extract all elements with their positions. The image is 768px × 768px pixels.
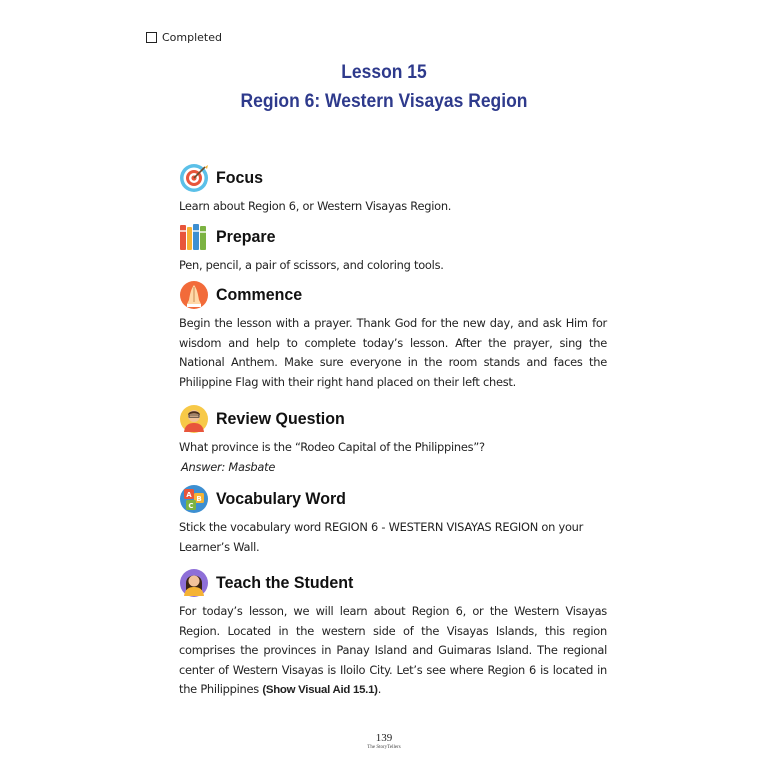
svg-text:A: A [186, 491, 192, 499]
teach-body [179, 602, 607, 701]
review-heading: Review Question [216, 409, 345, 428]
completed-checkbox-row[interactable] [146, 31, 222, 44]
publisher-brand: The StoryTellers [367, 745, 401, 750]
focus-text: Learn about Region 6, or Western Visayas Region. [179, 199, 452, 213]
svg-text:C: C [188, 502, 194, 510]
review-question: What province is the “Rodeo Capital of the Philippines”? [179, 440, 485, 454]
prepare-heading: Prepare [216, 227, 276, 246]
completed-checkbox[interactable] [146, 32, 157, 43]
teacher-avatar-icon [179, 568, 209, 598]
abc-blocks-icon [179, 484, 209, 514]
commence-section [179, 278, 607, 392]
prepare-section [179, 220, 607, 276]
vocabulary-text: Stick the vocabulary word REGION 6 - WESTERN VISAYAS REGION on your Learner’s Wall. [179, 520, 584, 554]
review-section [179, 402, 607, 477]
focus-heading: Focus [216, 168, 264, 187]
teach-text: For today’s lesson, we will learn about Region 6, or the Western Visayas Region. Located in the western side of the Visayas Islands, this region comprises the provinces in Panay Island and Guimaras Island. The regional center of Western Visayas is Iloilo City. Let’s see where Region 6 is located in the Philippines [179, 604, 607, 697]
vocabulary-heading: Vocabulary Word [216, 489, 346, 508]
review-body [179, 438, 607, 477]
lesson-title: Region 6: Western Visayas Region [240, 91, 528, 112]
student-avatar-icon [179, 404, 209, 434]
teach-text-end: . [377, 682, 382, 697]
commence-text: Begin the lesson with a prayer. Thank God for the new day, and ask Him for wisdom and help to complete today’s lesson. After the prayer, sing the National Anthem. Make sure everyone in the room stands and faces the Philippine Flag with their right hand placed on their left chest. [179, 316, 607, 389]
focus-section [179, 161, 607, 217]
lesson-number: Lesson 15 [341, 62, 427, 83]
vocabulary-section [179, 482, 607, 557]
visual-aid-reference: (Show Visual Aid 15.1) [262, 684, 378, 697]
completed-label: Completed [162, 31, 222, 44]
praying-hands-icon [179, 280, 209, 310]
svg-text:B: B [196, 495, 202, 503]
books-icon [179, 222, 209, 252]
target-icon [179, 163, 209, 193]
prepare-text: Pen, pencil, a pair of scissors, and coloring tools. [179, 258, 444, 272]
review-answer: Answer: Masbate [181, 459, 276, 474]
teach-heading: Teach the Student [216, 573, 354, 592]
commence-heading: Commence [216, 285, 303, 304]
teach-section [179, 566, 607, 701]
page-number: 139 [375, 732, 393, 744]
